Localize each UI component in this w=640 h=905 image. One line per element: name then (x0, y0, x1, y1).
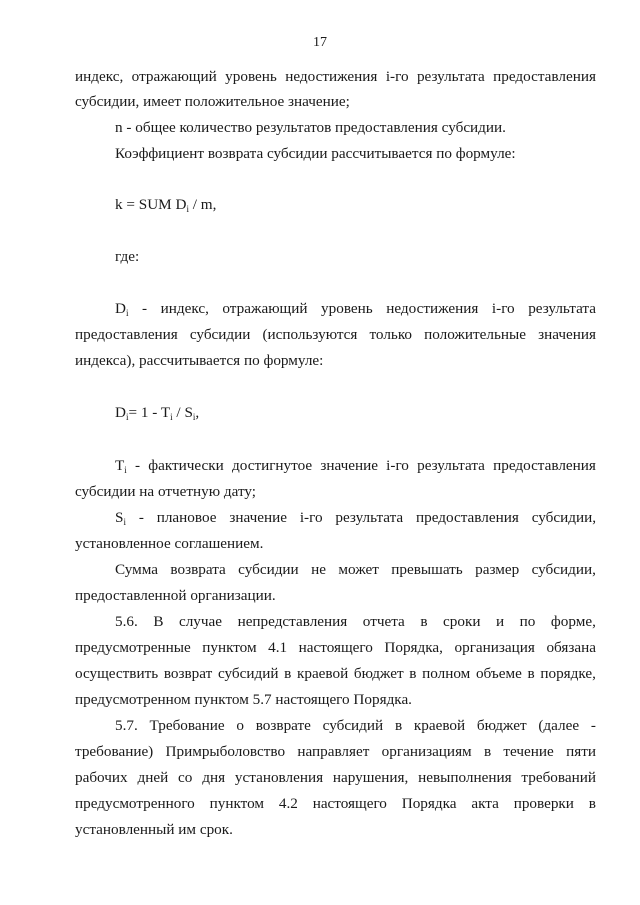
ti-symbol (115, 457, 127, 475)
word: полном (422, 665, 471, 682)
formula-d-mid: = 1 - T (128, 404, 171, 421)
si-symbol (115, 509, 126, 527)
word: - (590, 717, 596, 734)
ti-line2: субсидии на отчетную дату; (75, 483, 257, 500)
word: - (138, 509, 144, 526)
di-line2 (75, 326, 596, 344)
word: i-го (299, 509, 323, 526)
p56-line3 (75, 665, 596, 683)
word: В (153, 613, 164, 630)
formula-k-main: k = SUM D (115, 196, 187, 213)
word: в (409, 665, 417, 682)
p57-line5: установленный им срок. (75, 821, 233, 838)
p57-line1 (115, 717, 596, 735)
word: невыполнения (418, 769, 512, 786)
word: недостижения (386, 300, 479, 317)
formula-d-letter: D (115, 404, 126, 421)
word: предусмотренные (75, 639, 191, 656)
word: предоставления (493, 457, 596, 474)
word: о (236, 717, 244, 734)
word: отражающий (222, 300, 308, 317)
word: результата (335, 509, 404, 526)
word: организация (454, 639, 535, 656)
word: субсидий (322, 717, 384, 734)
sum-line1 (115, 561, 596, 579)
p1-line1 (75, 68, 596, 86)
word: Требование (149, 717, 225, 734)
word: объеме (475, 665, 522, 682)
word: - (142, 300, 148, 317)
word: i-го (385, 68, 409, 85)
word: уровень (225, 68, 277, 85)
sum-line2: предоставленной организации. (75, 587, 276, 604)
word: уровень (321, 300, 373, 317)
p1-line2: субсидии, имеет положительное значение; (75, 93, 350, 110)
word: только (369, 326, 413, 343)
word: положительные (424, 326, 527, 343)
word: и (495, 613, 505, 630)
word: течение (503, 743, 554, 760)
word: i-го (491, 300, 515, 317)
word: 4.1 (268, 639, 288, 656)
word: в (420, 613, 428, 630)
word: субсидии (238, 561, 299, 578)
word: достигнутое (232, 457, 313, 474)
word: недостижения (285, 68, 378, 85)
word: субсидий (217, 665, 279, 682)
word: сроки (443, 613, 481, 630)
word: дня (202, 769, 226, 786)
n-definition: n - общее количество результатов предоставления субсидии. (115, 119, 506, 136)
word: возврат (163, 665, 213, 682)
p56-line2 (75, 639, 596, 657)
word: бюджет (353, 665, 404, 682)
word: непредставления (237, 613, 348, 630)
p56-line4: предусмотренном пунктом 5.7 настоящего Порядка. (75, 691, 412, 708)
word: 4.2 (278, 795, 298, 812)
word: отражающий (131, 68, 217, 85)
ti-letter: T (115, 457, 125, 474)
word: предоставления (493, 68, 596, 85)
p57-line2 (75, 743, 596, 761)
formula-d-sub: i (125, 412, 129, 422)
word: в (483, 743, 492, 760)
where-label: где: (115, 248, 140, 265)
word: может (338, 561, 379, 578)
word: возврата (170, 561, 226, 578)
word: пяти (566, 743, 596, 760)
di-letter: D (115, 300, 126, 317)
word: индекс, (160, 300, 209, 317)
word: осуществить (75, 665, 159, 682)
word: Порядка (401, 795, 457, 812)
word: отчета (362, 613, 405, 630)
word: настоящего (298, 639, 373, 656)
word: случае (178, 613, 223, 630)
word: со (178, 769, 193, 786)
word: (используются (262, 326, 358, 343)
word: в (284, 665, 292, 682)
word: субсидии, (531, 561, 596, 578)
word: акта (471, 795, 499, 812)
word: результата (416, 68, 485, 85)
word: Примрыболовство (165, 743, 286, 760)
word: 5.7. (115, 717, 138, 734)
word: в (527, 665, 535, 682)
word: возврате (255, 717, 311, 734)
word: предоставления (416, 509, 519, 526)
word: превышать (391, 561, 463, 578)
word: значение (229, 509, 287, 526)
word: не (311, 561, 326, 578)
ti-sub: i (124, 465, 127, 475)
word: дней (137, 769, 169, 786)
word: требований (521, 769, 596, 786)
page-number: 17 (313, 35, 327, 50)
word: 5.6. (115, 613, 138, 630)
word: - (135, 457, 141, 474)
word: значения (538, 326, 596, 343)
formula-t-sub: i (170, 412, 173, 422)
word: рабочих (75, 769, 128, 786)
si-sub: i (123, 517, 126, 527)
p57-line3 (75, 769, 596, 787)
di-line1 (115, 300, 596, 318)
coefficient-intro: Коэффициент возврата субсидии рассчитывается по формуле: (115, 145, 516, 162)
formula-s-sub: i (192, 412, 196, 422)
word: результата (417, 457, 485, 474)
word: краевой (296, 665, 349, 682)
formula-d-slash: / S (172, 404, 193, 421)
word: предоставления (75, 326, 178, 343)
word: Сумма (115, 561, 159, 578)
word: Порядка, (384, 639, 443, 656)
word: настоящего (312, 795, 387, 812)
word: требование) (75, 743, 154, 760)
word: субсидии, (531, 509, 596, 526)
formula-k-sub: i (186, 204, 189, 214)
formula-k-tail: / m, (188, 196, 217, 213)
di-symbol (115, 300, 128, 318)
word: предусмотренного (75, 795, 195, 812)
word: организациям (381, 743, 472, 760)
ti-line1 (115, 457, 596, 475)
word: проверки (513, 795, 574, 812)
formula-k (115, 196, 216, 214)
word: плановое (156, 509, 217, 526)
word: бюджет (476, 717, 527, 734)
word: результата (528, 300, 596, 317)
word: субсидии (189, 326, 251, 343)
word: i-го (386, 457, 409, 474)
word: краевой (413, 717, 466, 734)
p56-line1 (115, 613, 596, 631)
formula-d (115, 404, 199, 422)
word: порядке, (540, 665, 596, 682)
word: направляет (297, 743, 370, 760)
word: (далее (538, 717, 580, 734)
word: значение (320, 457, 378, 474)
word: фактически (148, 457, 224, 474)
di-line3: индекса), рассчитывается по формуле: (75, 352, 324, 369)
word: по (519, 613, 536, 630)
di-sub: i (125, 308, 129, 318)
si-line1 (115, 509, 596, 527)
word: в (588, 795, 596, 812)
word: размер (475, 561, 520, 578)
word: в (394, 717, 403, 734)
si-line2: установленное соглашением. (75, 535, 264, 552)
si-letter: S (115, 509, 124, 526)
word: форме, (550, 613, 596, 630)
word: установления (234, 769, 324, 786)
word: пунктом (209, 795, 265, 812)
word: пунктом (202, 639, 257, 656)
word: индекс, (75, 68, 124, 85)
formula-d-end: , (195, 404, 200, 421)
word: обязана (546, 639, 596, 656)
word: нарушения, (332, 769, 409, 786)
p57-line4 (75, 795, 596, 813)
